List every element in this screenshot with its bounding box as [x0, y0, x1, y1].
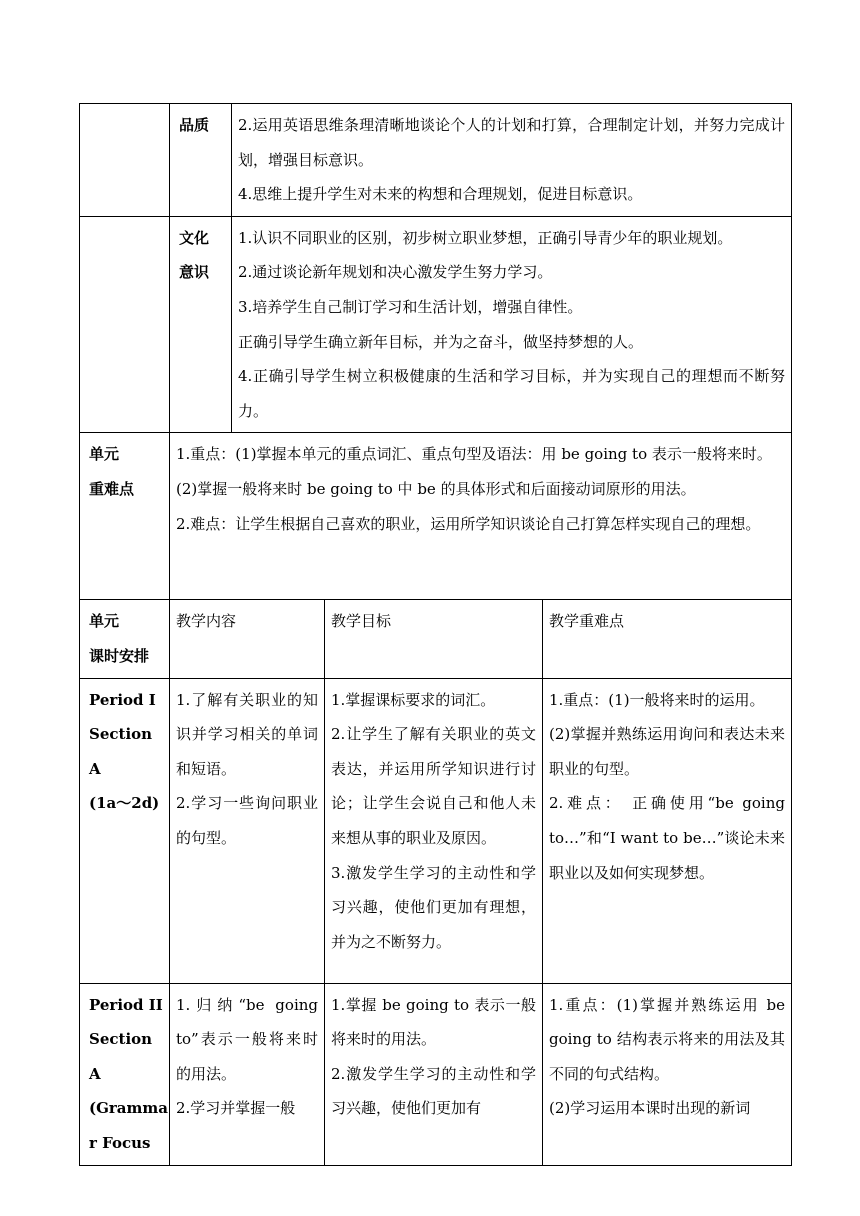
label-period-1: Period I Section A (1a～2d): [80, 678, 170, 983]
culture-line: 3.培养学生自己制订学习和生活计划，增强自律性。: [238, 297, 583, 316]
culture-line: 4.正确引导学生树立积极健康的生活和学习目标，并为实现自己的理想而不断努力。: [238, 367, 785, 420]
cell-culture: [232, 216, 792, 433]
header-goals: 教学目标: [325, 600, 543, 678]
period-1-goals: 1.掌握课标要求的词汇。 2.让学生了解有关职业的英文表达，并运用所学知识进行讨论；让学生会说自己和他人未来想从事的职业及原因。 3.激发学生学习的主动性和学习兴趣，使他们更加有理想，并为之不断努力。: [325, 678, 543, 983]
key-point-line: 1.重点：(1)掌握本单元的重点词汇、重点句型及语法：用 be going to 表示一般将来时。: [176, 445, 772, 464]
label-period-2: Period II Section A (Gramma r Focus: [80, 983, 170, 1165]
cell-key-points: [170, 433, 792, 600]
culture-line: 正确引导学生确立新年目标，并为之奋斗，做坚持梦想的人。: [238, 332, 644, 351]
row-key-points: [80, 433, 792, 600]
header-difficulties: 教学重难点: [543, 600, 792, 678]
quality-line: 4.思维上提升学生对未来的构想和合理规划，促进目标意识。: [238, 185, 643, 204]
period-1-content: 1.了解有关职业的知识并学习相关的单词和短语。 2.学习一些询问职业的句型。: [170, 678, 325, 983]
row-culture: [80, 216, 792, 433]
key-point-line: 2.难点：让学生根据自己喜欢的职业，运用所学知识谈论自己打算怎样实现自己的理想。: [176, 514, 761, 533]
empty-cell: [80, 216, 170, 433]
label-quality: 品质: [170, 104, 232, 217]
row-schedule-header: [80, 600, 792, 678]
period-2-goals: 1.掌握 be going to 表示一般将来时的用法。 2.激发学生学习的主动性和学习兴趣，使他们更加有: [325, 983, 543, 1165]
empty-cell: [80, 104, 170, 217]
document-page: [79, 103, 791, 1166]
culture-line: 1.认识不同职业的区别，初步树立职业梦想，正确引导青少年的职业规划。: [238, 228, 733, 247]
cell-quality: [232, 104, 792, 217]
row-period-2: [80, 983, 792, 1165]
culture-line: 2.通过谈论新年规划和决心激发学生努力学习。: [238, 263, 553, 282]
quality-line: 2.运用英语思维条理清晰地谈论个人的计划和打算，合理制定计划，并努力完成计划，增强目标意识。: [238, 116, 785, 169]
label-culture: 文化 意识: [170, 216, 232, 433]
key-point-line: (2)掌握一般将来时 be going to 中 be 的具体形式和后面接动词原形的用法。: [176, 479, 696, 498]
period-1-difficulties: 1.重点：(1)一般将来时的运用。 (2)掌握并熟练运用询问和表达未来职业的句型。 2.难点： 正确使用“be going to…”和“I want to be…”谈论未来职业以及如何实现梦想。: [543, 678, 792, 983]
row-quality: [80, 104, 792, 217]
period-2-content: 1.归纳“be going to”表示一般将来时的用法。 2.学习并掌握一般: [170, 983, 325, 1165]
header-content: 教学内容: [170, 600, 325, 678]
label-schedule: 单元 课时安排: [80, 600, 170, 678]
period-2-difficulties: 1.重点：(1)掌握并熟练运用 be going to 结构表示将来的用法及其不同的句式结构。 (2)学习运用本课时出现的新词: [543, 983, 792, 1165]
label-key-points: 单元 重难点: [80, 433, 170, 600]
row-period-1: [80, 678, 792, 983]
lesson-plan-table: [79, 103, 792, 1166]
